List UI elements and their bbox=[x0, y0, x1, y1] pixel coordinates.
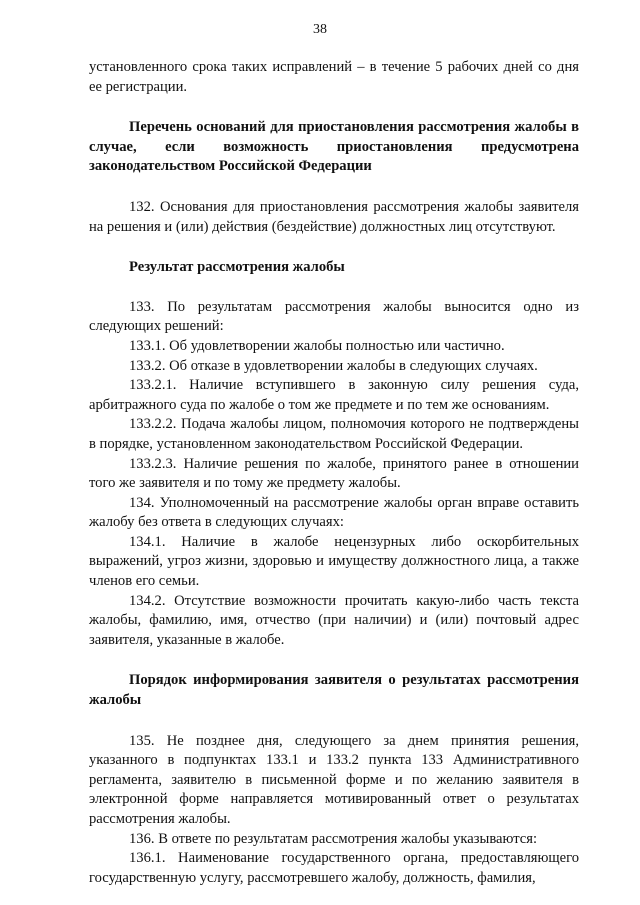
spacer bbox=[89, 650, 579, 671]
section-heading-complaint-result: Результат рассмотрения жалобы bbox=[129, 259, 345, 276]
paragraph-133-2-1: 133.2.1. Наличие вступившего в законную силу решения суда, арбитражного суда по жалобе о том же предмете и по тем же основаниям. bbox=[89, 377, 579, 413]
spacer bbox=[89, 237, 579, 258]
section-heading-suspension-grounds: Перечень оснований для приостановления рассмотрения жалобы в случае, если возможность приостановления предусмотрена законодательством Российской Федерации bbox=[89, 119, 579, 175]
paragraph-136-1: 136.1. Наименование государственного органа, предоставляющего государственную услугу, рассмотревшего жалобу, должность, фамилия, bbox=[89, 850, 579, 886]
paragraph-132: 132. Основания для приостановления рассмотрения жалобы заявителя на решения и (или) действия (бездействие) должностных лиц отсутствуют. bbox=[89, 198, 579, 235]
paragraph-134: 134. Уполномоченный на рассмотрение жалобы орган вправе оставить жалобу без ответа в следующих случаях: bbox=[89, 494, 579, 531]
spacer bbox=[89, 278, 579, 298]
paragraph-continuation: установленного срока таких исправлений – в течение 5 рабочих дней со дня ее регистрации. bbox=[89, 59, 579, 95]
spacer bbox=[89, 97, 579, 118]
paragraph-133: 133. По результатам рассмотрения жалобы выносится одно из следующих решений: bbox=[89, 298, 579, 335]
paragraph-134-2: 134.2. Отсутствие возможности прочитать какую-либо часть текста жалобы, фамилию, имя, отчество (при наличии) и (или) почтовый адрес заявителя, указанные в жалобе. bbox=[89, 592, 579, 648]
section-heading-informing-applicant: Порядок информирования заявителя о результатах рассмотрения жалобы bbox=[89, 672, 579, 709]
paragraph-133-1: 133.1. Об удовлетворении жалобы полностью или частично. bbox=[129, 337, 505, 354]
paragraph-133-2-3: 133.2.3. Наличие решения по жалобе, принятого ранее в отношении того же заявителя и по тому же предмету жалобы. bbox=[89, 455, 579, 492]
document-body bbox=[89, 58, 579, 888]
paragraph-133-2-2: 133.2.2. Подача жалобы лицом, полномочия которого не подтверждены в порядке, установленном законодательством Российской Федерации. bbox=[89, 416, 579, 452]
paragraph-136: 136. В ответе по результатам рассмотрения жалобы указываются: bbox=[129, 830, 538, 847]
page-number: 38 bbox=[313, 22, 327, 37]
paragraph-133-2: 133.2. Об отказе в удовлетворении жалобы в следующих случаях. bbox=[129, 357, 538, 374]
paragraph-135: 135. Не позднее дня, следующего за днем принятия решения, указанного в подпунктах 133.1 и 133.2 пункта 133 Административного регламента, заявителю в письменной форме и по желанию заявителя в электронной форме направляется мотивированный ответ о результатах рассмотрения жалобы. bbox=[89, 732, 579, 827]
paragraph-134-1: 134.1. Наличие в жалобе нецензурных либо оскорбительных выражений, угроз жизни, здоровью и имуществу должностного лица, а также членов его семьи. bbox=[89, 533, 579, 590]
spacer bbox=[89, 177, 579, 198]
spacer bbox=[89, 711, 579, 732]
